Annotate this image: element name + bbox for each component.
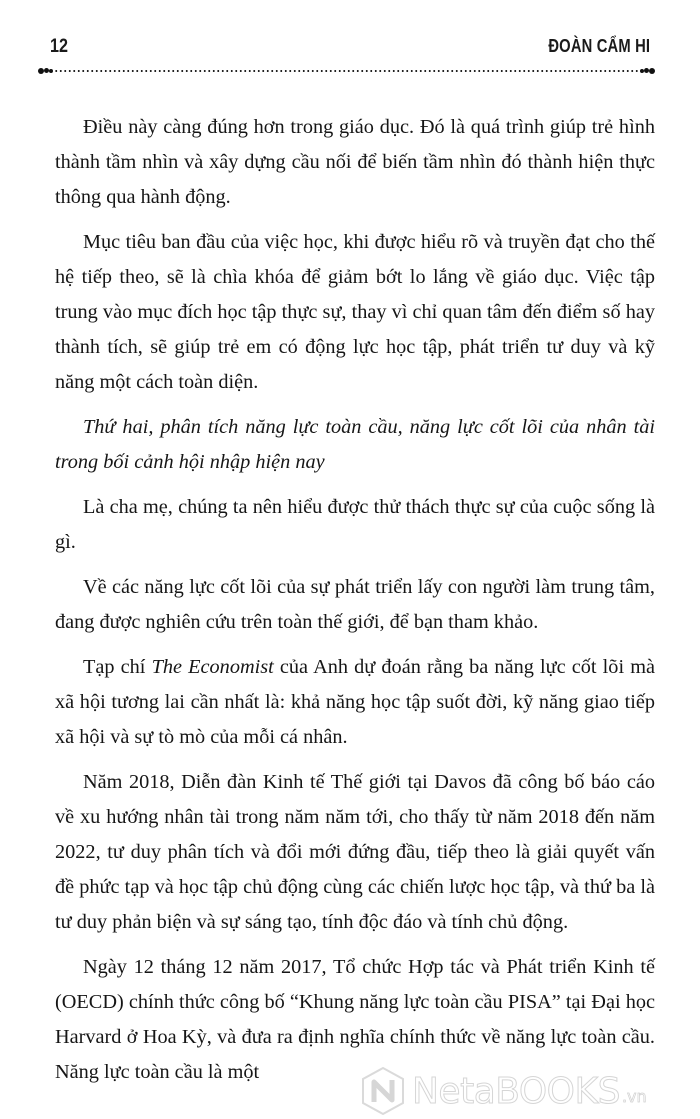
text-run: của Anh dự đoán rằng ba năng lực cốt lõi mà xã hội tương lai cần nhất là: khả năng học tập suốt đời, kỹ năng giao tiếp xã hội và sự tò mò của mỗi cá nhân.: [55, 656, 655, 748]
watermark: [360, 1063, 647, 1119]
paragraph: Về các năng lực cốt lõi của sự phát triển lấy con người làm trung tâm, đang được nghiên cứu trên toàn thế giới, để bạn tham khảo.: [55, 576, 655, 633]
page-body: [55, 110, 655, 1100]
watermark-tld: .vn: [621, 1086, 647, 1106]
text-run: Tạp chí: [83, 656, 152, 678]
section-heading-italic: Thứ hai, phân tích năng lực toàn cầu, năng lực cốt lõi của nhân tài trong bối cảnh hội nhập hiện nay: [55, 416, 655, 473]
rule-dots: [54, 70, 640, 72]
page-number: 12: [50, 36, 68, 57]
rule-right-ornament: [640, 67, 656, 75]
rule-left-ornament: [38, 67, 54, 75]
paragraph: Là cha mẹ, chúng ta nên hiểu được thử thách thực sự của cuộc sống là gì.: [55, 496, 655, 553]
paragraph: [55, 650, 655, 755]
paragraph: Mục tiêu ban đầu của việc học, khi được hiểu rõ và truyền đạt cho thế hệ tiếp theo, sẽ là chìa khóa để giảm bớt lo lắng về giáo dục. Việc tập trung vào mục đích học tập thực sự, thay vì chỉ quan tâm đến điểm số hay thành tích, sẽ giúp trẻ em có động lực học tập, phát triển tư duy và kỹ năng một cách toàn diện.: [55, 231, 655, 393]
netabooks-logo-icon: [360, 1066, 406, 1116]
watermark-brand: NetaBOOKS: [412, 1070, 620, 1112]
running-title: ĐOÀN CẨM HI: [548, 36, 650, 56]
page-header: [38, 32, 656, 62]
paragraph: Năm 2018, Diễn đàn Kinh tế Thế giới tại Davos đã công bố báo cáo về xu hướng nhân tài trong năm năm tới, cho thấy từ năm 2018 đến năm 2022, tư duy phân tích và đổi mới đứng đầu, tiếp theo là giải quyết vấn đề phức tạp và học tập chủ động cùng các chiến lược học tập, và thứ ba là tư duy phản biện và sự sáng tạo, tính độc đáo và tính chủ động.: [55, 771, 655, 933]
paragraph: Điều này càng đúng hơn trong giáo dục. Đó là quá trình giúp trẻ hình thành tầm nhìn và xây dựng cầu nối để biến tầm nhìn đó thành hiện thực thông qua hành động.: [55, 116, 655, 208]
paragraph: Ngày 12 tháng 12 năm 2017, Tổ chức Hợp tác và Phát triển Kinh tế (OECD) chính thức công bố “Khung năng lực toàn cầu PISA” tại Đại học Harvard ở Hoa Kỳ, và đưa ra định nghĩa chính thức về năng lực toàn cầu. Năng lực toàn cầu là một: [55, 956, 655, 1083]
publication-title: The Economist: [151, 656, 274, 678]
header-dotted-rule: [38, 67, 656, 75]
